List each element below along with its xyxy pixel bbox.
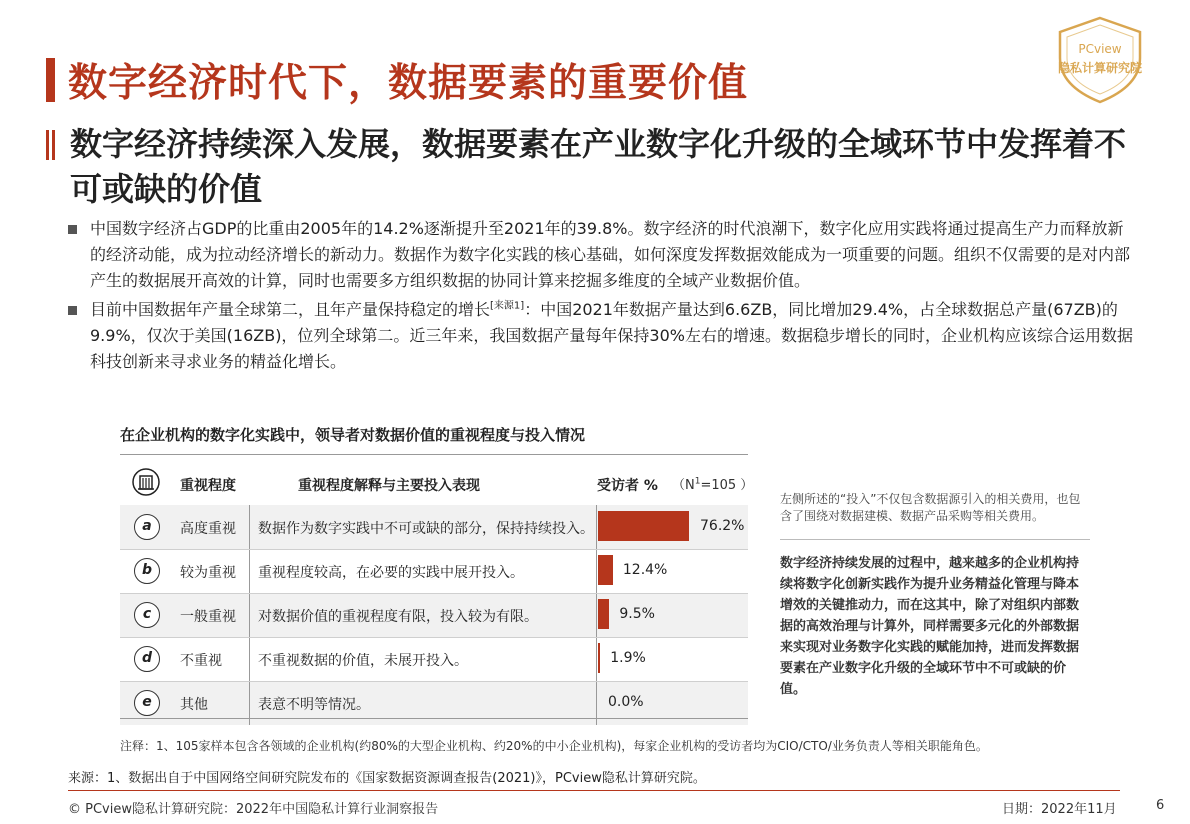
bullet-item [68,297,1133,375]
column-divider [596,593,597,637]
chart-title: 在企业机构的数字化实践中，领导者对数据价值的重视程度与投入情况 [120,426,586,444]
logo-line1: PCview [1078,42,1122,56]
side-divider [780,539,1090,540]
chart-note: 注释：1、105家样本包含各领域的企业机构(约80%的大型企业机构、约20%的中小企业机构)，每家企业机构的受访者均为CIO/CTO/业务负责人等相关职能角色。 [120,739,988,753]
page-title: 数字经济时代下，数据要素的重要价值 [68,61,749,106]
bar-value-label: 1.9% [610,650,646,666]
header-level: 重视程度 [180,478,236,494]
chart-row [120,505,748,549]
footer-copyright: © PCview隐私计算研究院：2022年中国隐私计算行业洞察报告 [68,802,439,817]
bar-value-label: 0.0% [608,694,644,710]
header-description: 重视程度解释与主要投入表现 [298,478,480,494]
column-divider [596,505,597,549]
row-marker: e [134,690,160,716]
column-divider [596,637,597,681]
row-separator [120,637,748,638]
bar-value-label: 9.5% [619,606,655,622]
row-level: 较为重视 [180,565,236,581]
row-description: 重视程度较高，在必要的实践中展开投入。 [258,565,524,581]
header-sample-size: （$N^1=105$ ） [672,476,754,493]
page-subtitle: 数字经济持续深入发展，数据要素在产业数字化升级的全域环节中发挥着不可或缺的价值 [70,125,1127,208]
bar-value-label: 12.4% [622,562,668,578]
building-icon [132,468,160,496]
row-level: 高度重视 [180,521,236,537]
bar-value-label: 76.2% [700,518,745,534]
pcview-logo [1052,14,1148,106]
row-marker: d [134,646,160,672]
row-separator [120,593,748,594]
row-separator [120,681,748,682]
row-separator [120,549,748,550]
row-marker: b [134,558,160,584]
square-bullet-icon [68,225,77,234]
footer-date: 日期：2022年11月 [1002,802,1117,817]
row-description: 对数据价值的重视程度有限，投入较为有限。 [258,609,538,625]
bullet-text: ：中国2021年数据产量达到6.6ZB，同比增加29.4%，占全球数据总产量(67ZB)的9.9%，仅次于美国(16ZB)，位列全球第二。近三年来，我国数据产量每年保持30%左右的增速。数据稳步增长的同时，企业机构应该综合运用数据科技创新来寻求业务的精益化增长。 [90,300,1133,371]
square-bullet-icon [68,306,77,315]
row-level: 一般重视 [180,609,236,625]
row-description: 不重视数据的价值，未展开投入。 [258,653,468,669]
title-accent-bar [46,58,55,102]
side-paragraph: 数字经济持续发展的过程中，越来越多的企业机构持续将数字化创新实践作为提升业务精益化管理与降本增效的关键推动力，而在这其中，除了对组织内部数据的高效治理与计算外，同样需要多元化的外部数据来实现对业务数字化实践的赋能加持，进而发挥数据要素在产业数字化升级的全域环节中不可或缺的价值。 [780,556,1080,697]
row-level: 其他 [180,697,208,713]
header-value: 受访者 % [597,478,658,494]
subtitle-accent-bars [46,130,58,160]
row-level: 不重视 [180,653,222,669]
row-marker: a [134,514,160,540]
row-marker: c [134,602,160,628]
chart-bottom-rule [120,718,748,719]
column-divider [249,637,250,681]
row-description: 表意不明等情况。 [258,697,370,713]
side-note: 左侧所述的“投入”不仅包含数据源引入的相关费用，也包含了围绕对数据建模、数据产品采购等相关费用。 [780,492,1081,523]
chart-row [120,593,748,637]
footer-rule [68,790,1120,791]
source-line: 来源：1、数据出自于中国网络空间研究院发布的《国家数据资源调查报告(2021)》，PCview隐私计算研究院。 [68,771,706,786]
column-divider [249,505,250,549]
chart-top-rule [120,454,748,455]
chart-bar [598,599,609,629]
source-reference: [来源1] [490,300,525,312]
chart-header [120,462,754,504]
chart-bar [598,643,600,673]
chart-row [120,549,748,593]
column-divider [249,549,250,593]
bullet-list [68,216,1133,378]
logo-line2: 隐私计算研究院 [1057,61,1142,75]
page-number: 6 [1156,798,1165,813]
chart-bar [598,511,689,541]
row-description: 数据作为数字实践中不可或缺的部分，保持持续投入。 [258,521,594,537]
bullet-text: 目前中国数据年产量全球第二，且年产量保持稳定的增长 [90,300,491,319]
bullet-text: 中国数字经济占GDP的比重由2005年的14.2%逐渐提升至2021年的39.8%。数字经济的时代浪潮下，数字化应用实践将通过提高生产力而释放新的经济动能，成为拉动经济增长的新动力。数据作为数字化实践的核心基础，如何深度发挥数据效能成为一项重要的问题。组织不仅需要的是对内部产生的数据展开高效的计算，同时也需要多方组织数据的协同计算来挖掘多维度的全域产业数据价值。 [90,219,1131,290]
chart-bar [598,555,613,585]
column-divider [249,593,250,637]
column-divider [596,549,597,593]
bullet-item [68,216,1133,294]
chart-row [120,637,748,681]
